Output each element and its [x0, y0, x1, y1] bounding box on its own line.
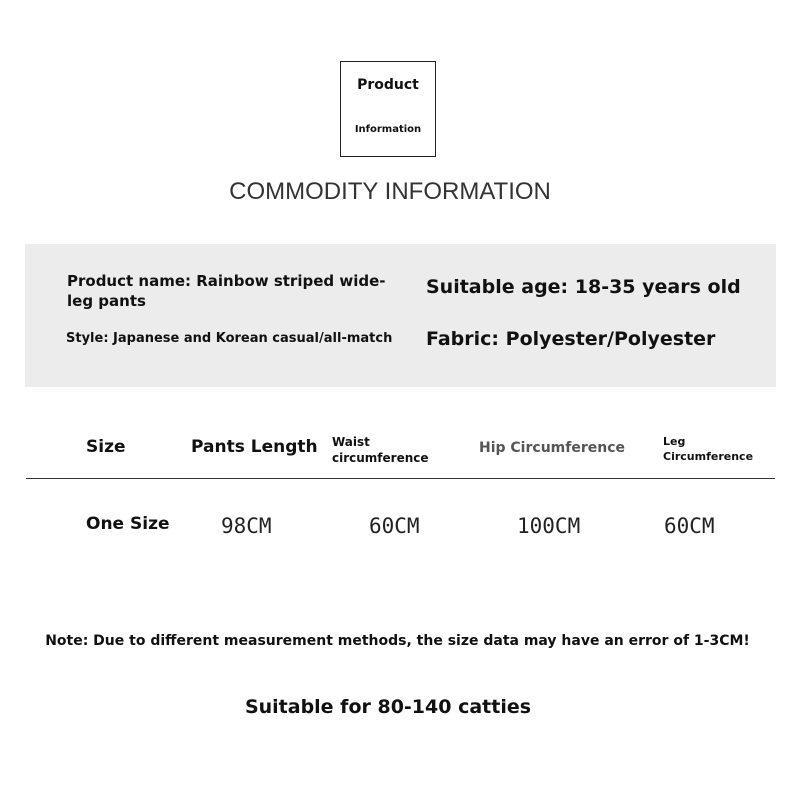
- header-size: Size: [86, 437, 126, 457]
- header-leg: [663, 434, 753, 464]
- table-divider: [26, 478, 775, 479]
- header-leg-line1: Leg: [663, 435, 686, 448]
- measurement-note: Note: Due to different measurement methods, the size data may have an error of 1-3CM!: [45, 633, 750, 649]
- cell-pants-length: 98CM: [221, 514, 272, 538]
- suitable-weight: Suitable for 80-140 catties: [244, 696, 532, 718]
- header-waist-line2: circumference: [332, 451, 429, 465]
- product-name: Product name: Rainbow striped wide-leg pants: [67, 272, 386, 310]
- section-title: COMMODITY INFORMATION: [229, 178, 551, 205]
- fabric: Fabric: Polyester/Polyester: [426, 328, 716, 350]
- cell-leg: 60CM: [664, 514, 715, 538]
- cell-hip: 100CM: [517, 514, 581, 538]
- badge-subtitle: Information: [354, 124, 422, 135]
- header-waist-line1: Waist: [332, 435, 370, 449]
- suitable-age: Suitable age: 18-35 years old: [426, 276, 741, 298]
- row-size-label: One Size: [86, 514, 170, 534]
- header-leg-line2: Circumference: [663, 450, 754, 463]
- badge-title: Product: [357, 77, 419, 93]
- product-information-badge: [340, 61, 436, 157]
- info-panel: [25, 244, 776, 387]
- header-waist: [332, 434, 429, 466]
- header-hip: Hip Circumference: [479, 440, 625, 456]
- cell-waist: 60CM: [369, 514, 420, 538]
- header-pants-length: Pants Length: [191, 437, 318, 457]
- product-style: Style: Japanese and Korean casual/all-match: [66, 331, 393, 346]
